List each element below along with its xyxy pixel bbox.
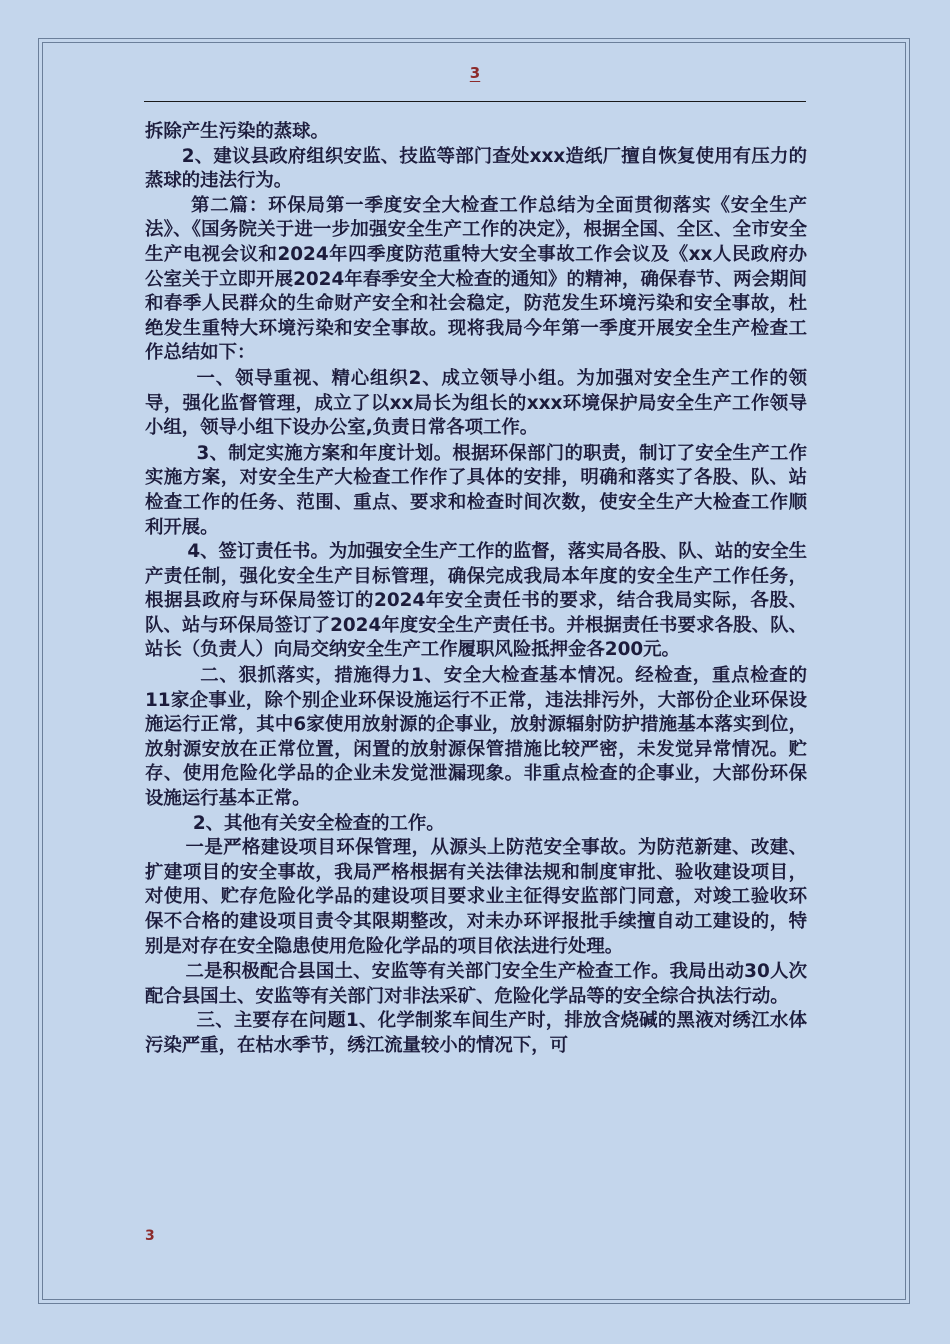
paragraph: 3、制定实施方案和年度计划。根据环保部门的职责，制订了安全生产工作实施方案，对安全生产大检查工作作了具体的安排，明确和落实了各股、队、站检查工作的任务、范围、重点、要求和检查时间次数，使安全生产大检查工作顺利开展。 [145, 442, 807, 538]
header-page-number: 3 [469, 64, 481, 82]
paragraph: 2、建议县政府组织安监、技监等部门查处xxx造纸厂擅自恢复使用有压力的蒸球的违法行为。 [145, 145, 807, 192]
paragraph: 第二篇：环保局第一季度安全大检查工作总结为全面贯彻落实《安全生产法》、《国务院关于进一步加强安全生产工作的决定》，根据全国、全区、全市安全生产电视会议和2024年四季度防范重特大安全事故工作会议及《xx人民政府办公室关于立即开展2024年春季安全大检查的通知》的精神，确保春节、两会期间和春季人民群众的生命财产安全和社会稳定，防范发生环境污染和安全事故，杜绝发生重特大环境污染和安全事故。现将我局今年第一季度开展安全生产检查工作总结如下： [145, 194, 807, 364]
paragraph: 一是严格建设项目环保管理，从源头上防范安全事故。为防范新建、改建、扩建项目的安全事故，我局严格根据有关法律法规和制度审批、验收建设项目，对使用、贮存危险化学品的建设项目要求业主征得安监部门同意，对竣工验收环保不合格的建设项目责令其限期整改，对未办环评报批手续擅自动工建设的，特别是对存在安全隐患使用危险化学品的项目依法进行处理。 [145, 837, 807, 957]
paragraph: 二、狠抓落实，措施得力1、安全大检查基本情况。经检查，重点检查的11家企事业，除个别企业环保设施运行不正常，违法排污外，大部份企业环保设施运行正常，其中6家使用放射源的企事业，放射源辐射防护措施基本落实到位，放射源安放在正常位置，闲置的放射源保管措施比较严密，未发觉异常情况。贮存、使用危险化学品的企业未发觉泄漏现象。非重点检查的企事业，大部份环保设施运行基本正常。 [145, 665, 807, 810]
header-rule [144, 101, 806, 102]
paragraph: 拆除产生污染的蒸球。 [145, 121, 329, 142]
document-body [145, 120, 807, 1059]
paragraph: 三、主要存在问题1、化学制浆车间生产时，排放含烧碱的黑液对绣江水体污染严重，在枯水季节，绣江流量较小的情况下，可 [145, 1010, 807, 1056]
paragraph: 一、领导重视、精心组织2、成立领导小组。为加强对安全生产工作的领导，强化监督管理，成立了以xx局长为组长的xxx环境保护局安全生产工作领导小组，领导小组下设办公室,负责日常各项工作。 [145, 367, 807, 439]
paragraph: 4、签订责任书。为加强安全生产工作的监督，落实局各股、队、站的安全生产责任制，强化安全生产目标管理，确保完成我局本年度的安全生产工作任务，根据县政府与环保局签订的2024年安全责任书的要求，结合我局实际，各股、队、站与环保局签订了2024年度安全生产责任书。并根据责任书要求各股、队、站长（负责人）向局交纳安全生产工作履职风险抵押金各200元。 [145, 541, 808, 661]
paragraph: 2、其他有关安全检查的工作。 [192, 812, 445, 834]
footer-page-number: 3 [145, 1228, 155, 1244]
paragraph: 二是积极配合县国土、安监等有关部门安全生产检查工作。我局出动30人次配合县国土、安监等有关部门对非法采矿、危险化学品等的安全综合执法行动。 [145, 961, 807, 1007]
